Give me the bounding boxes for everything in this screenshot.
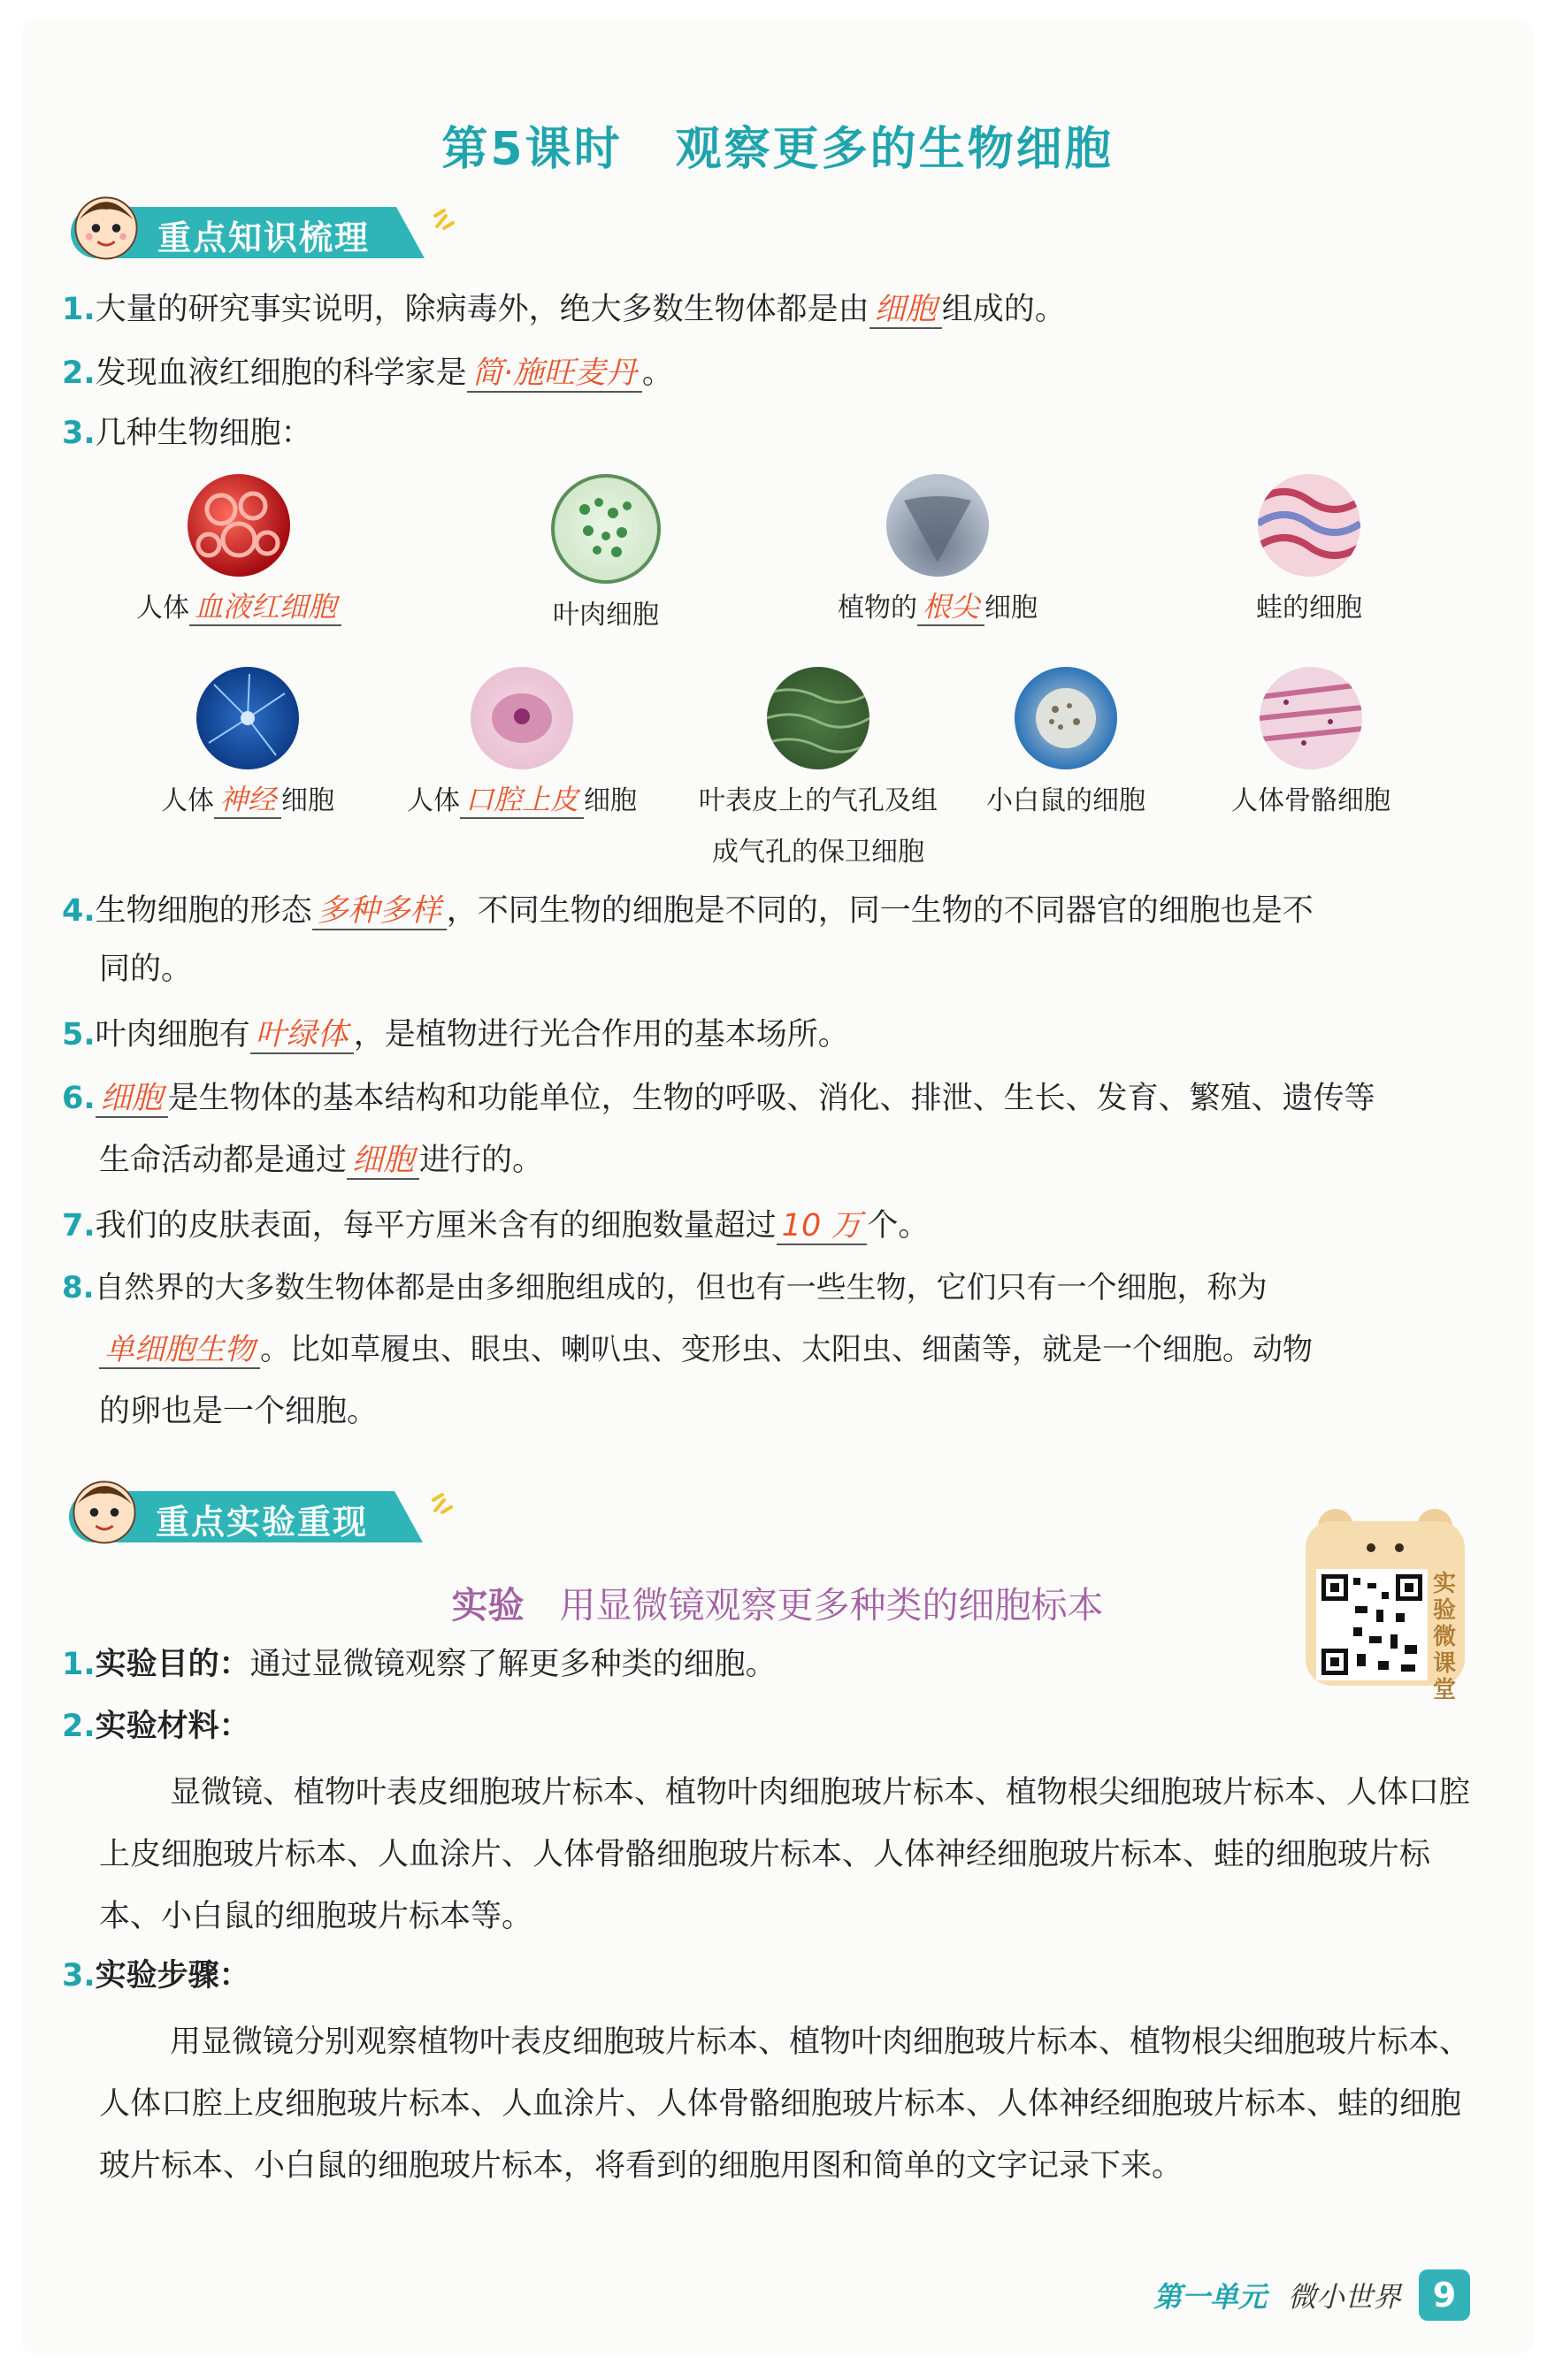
answer-blank: 多种多样 [312, 893, 447, 930]
item-8: 8.自然界的大多数生物体都是由多细胞组成的，但也有一些生物，它们只有一个细胞，称为 [62, 1270, 1268, 1305]
item-3: 3.几种生物细胞： [62, 416, 312, 451]
cell-caption: 小白鼠的细胞 [986, 785, 1145, 816]
sparkle-icon [430, 1481, 465, 1516]
stomata-cell-image [767, 667, 869, 769]
answer-blank: 10 万 [777, 1208, 868, 1245]
cell-oral-epithelium: 人体 口腔上皮 细胞 [372, 667, 672, 819]
experiment-item-1: 1.实验目的：通过显微镜观察了解更多种类的细胞。 [62, 1647, 777, 1682]
experiment-tag: 实验 [451, 1584, 525, 1626]
cell-caption: 人体骨骼细胞 [1231, 785, 1390, 816]
cell-mouse [933, 667, 1199, 817]
cell-skeletal [1178, 667, 1444, 817]
item-4-cont: 同的。 [99, 952, 193, 987]
answer-blank: 血液红细胞 [189, 589, 341, 626]
cell-root-tip: 植物的 根尖 细胞 [805, 474, 1070, 626]
root-tip-cell-image [886, 474, 989, 577]
section-banner-knowledge [9, 196, 486, 264]
skeletal-cell-image [1260, 667, 1362, 769]
mouse-cell-image [1015, 667, 1117, 769]
item-1: 1.大量的研究事实说明，除病毒外，绝大多数生物体都是由 细胞 组成的。 [62, 292, 1066, 327]
mesophyll-cell-image [551, 474, 661, 584]
section-label: 重点知识梳理 [157, 218, 371, 257]
unit-name: 第一单元 [1153, 2280, 1267, 2314]
cell-stomata [677, 667, 960, 869]
item-2: 2.发现血液红细胞的科学家是 简·施旺麦丹 。 [62, 356, 673, 391]
sparkle-icon [432, 196, 467, 232]
nerve-cell-image [196, 667, 299, 769]
page-title [0, 111, 1555, 178]
answer-blank: 根尖 [917, 589, 984, 626]
page-footer [1153, 2269, 1470, 2321]
item-6-cont: 生命活动都是通过 细胞 进行的。 [99, 1143, 544, 1178]
experiment-steps: 用显微镜分别观察植物叶表皮细胞玻片标本、植物叶肉细胞玻片标本、植物根尖细胞玻片标本、人体口腔上皮细胞玻片标本、人血涂片、人体骨骼细胞玻片标本、人体神经细胞玻片标本、蛙的细胞玻片标本、小白鼠的细胞玻片标本，将看到的细胞用图和简单的文字记录下来。 [99, 2024, 1471, 2184]
answer-blank: 叶绿体 [250, 1017, 354, 1054]
cell-nerve: 人体 神经 细胞 [115, 667, 380, 819]
cell-caption: 蛙的细胞 [1256, 593, 1362, 624]
answer-blank: 简·施旺麦丹 [467, 356, 642, 393]
mascot-icon [64, 184, 149, 269]
experiment-item-3: 3.实验步骤： [62, 1958, 250, 1994]
cell-mesophyll [473, 474, 739, 631]
mascot-icon [62, 1468, 147, 1553]
cell-frog [1176, 474, 1442, 624]
item-4: 4.生物细胞的形态 多种多样 ，不同生物的细胞是不同的，同一生物的不同器官的细胞也是不 [62, 893, 1314, 929]
experiment-item-2: 2.实验材料： [62, 1709, 250, 1744]
page-number: 9 [1419, 2269, 1470, 2321]
answer-blank: 神经 [214, 782, 281, 819]
item-6: 6. 细胞 是生物体的基本结构和功能单位，生物的呼吸、消化、排泄、生长、发育、繁殖、遗传等 [62, 1081, 1375, 1116]
answer-blank: 单细胞生物 [99, 1332, 260, 1369]
lesson-number: 第5课时 [441, 123, 623, 176]
oral-epithelium-cell-image [471, 667, 573, 769]
answer-blank: 细胞 [869, 292, 942, 329]
cell-caption: 叶肉细胞 [553, 600, 659, 631]
item-7: 7.我们的皮肤表面，每平方厘米含有的细胞数量超过 10 万 个。 [62, 1208, 930, 1244]
answer-blank: 细胞 [96, 1081, 168, 1118]
section-banner-experiment [7, 1481, 485, 1548]
section-label: 重点实验重现 [156, 1503, 369, 1542]
lesson-topic: 观察更多的生物细胞 [675, 123, 1114, 176]
frog-cell-image [1258, 474, 1360, 577]
red-blood-cell-image [188, 474, 290, 577]
qr-caption: 实验微课堂 [1433, 1571, 1457, 1703]
experiment-title: 实验 用显微镜观察更多种类的细胞标本 [451, 1584, 1104, 1626]
cell-red-blood: 人体 血液红细胞 [106, 474, 372, 626]
answer-blank: 口腔上皮 [460, 782, 584, 819]
cell-caption: 叶表皮上的气孔及组 成气孔的保卫细胞 [699, 785, 938, 868]
answer-blank: 细胞 [347, 1143, 419, 1180]
experiment-materials: 显微镜、植物叶表皮细胞玻片标本、植物叶肉细胞玻片标本、植物根尖细胞玻片标本、人体口腔上皮细胞玻片标本、人血涂片、人体骨骼细胞玻片标本、人体神经细胞玻片标本、蛙的细胞玻片标本、小白鼠的细胞玻片标本等。 [99, 1775, 1471, 1934]
item-8-cont2: 的卵也是一个细胞。 [99, 1394, 379, 1429]
item-5: 5.叶肉细胞有 叶绿体 ，是植物进行光合作用的基本场所。 [62, 1017, 849, 1052]
item-8-cont: 单细胞生物 。比如草履虫、眼虫、喇叭虫、变形虫、太阳虫、细菌等，就是一个细胞。动物 [99, 1330, 1313, 1369]
unit-subtitle: 微小世界 [1287, 2280, 1401, 2314]
